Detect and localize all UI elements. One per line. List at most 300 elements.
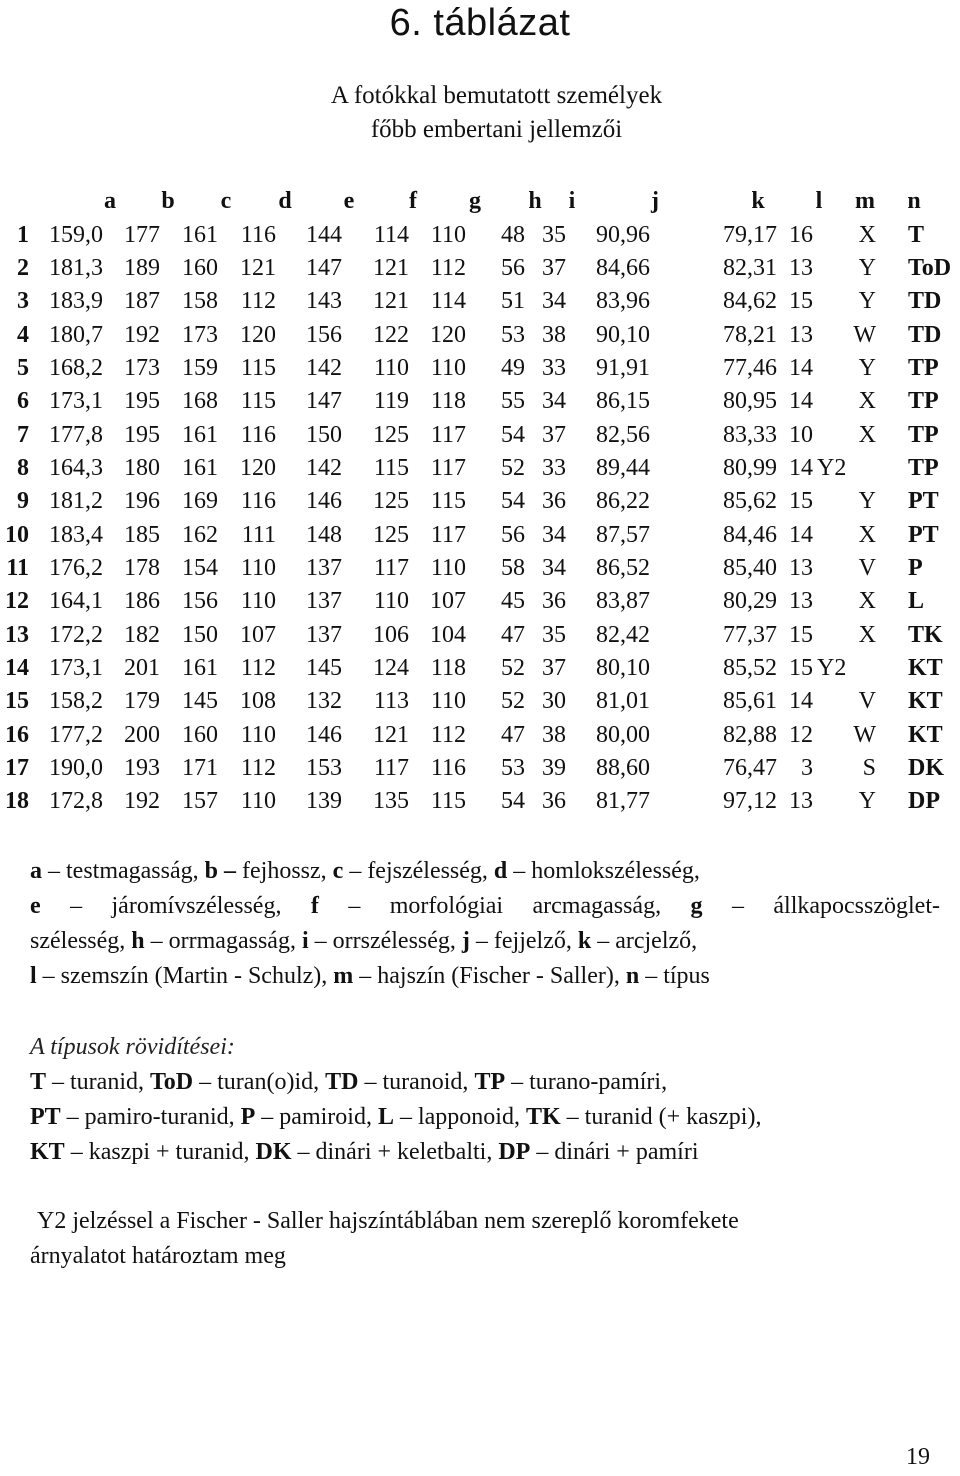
table-cell: 13 [789, 322, 813, 348]
table-cell: 189 [124, 255, 160, 281]
table-cell: 143 [306, 288, 342, 314]
row-number: 14 [5, 655, 29, 681]
table-cell: 173,1 [49, 388, 103, 414]
table-cell: S [862, 755, 876, 781]
table-cell: 195 [124, 422, 160, 448]
type-cell: KT [908, 688, 943, 714]
type-cell: PT [908, 488, 939, 514]
abbrev-text: – típus [639, 963, 710, 989]
table-cell: 110 [240, 788, 276, 814]
column-header-k: k [751, 188, 765, 214]
abbrev-text: – szemszín (Martin - Schulz), [36, 963, 334, 989]
table-subtitle-line-2: főbb embertani jellemzői [370, 116, 623, 143]
table-cell: 52 [501, 655, 525, 681]
table-cell: 145 [306, 655, 342, 681]
table-cell: Y [858, 355, 876, 381]
table-cell: 147 [306, 388, 342, 414]
table-cell: 181,3 [49, 255, 103, 281]
table-cell: 35 [542, 222, 566, 248]
table-cell: 160 [182, 255, 218, 281]
abbrev-text: – arcjelző, [591, 928, 698, 954]
note-line-2: árnyalatot határoztam meg [30, 1243, 286, 1269]
abbrev-key: k [577, 928, 592, 954]
table-cell: 137 [306, 555, 342, 581]
abbrev-text: – turanid (+ kaszpi), [560, 1104, 762, 1130]
table-cell: 13 [789, 255, 813, 281]
table-cell: 58 [501, 555, 525, 581]
table-cell: 116 [240, 422, 276, 448]
table-cell: X [858, 622, 876, 648]
abbrev-key: m [333, 963, 354, 989]
abbrev-key: KT [30, 1139, 65, 1165]
table-cell: 112 [240, 288, 276, 314]
abbrev-text: – járomívszélesség, [40, 893, 311, 919]
row-number: 7 [17, 422, 29, 448]
table-cell: 86,52 [596, 555, 650, 581]
table-cell: 117 [430, 455, 466, 481]
column-header-f: f [409, 188, 417, 214]
column-header-l: l [815, 188, 823, 214]
table-row [0, 786, 960, 819]
y2-note [30, 1204, 940, 1274]
table-cell: 173,1 [49, 655, 103, 681]
table-cell: 135 [373, 788, 409, 814]
table-cell: 45 [501, 588, 525, 614]
type-cell: DK [908, 755, 944, 781]
table-cell: 164,3 [49, 455, 103, 481]
row-number: 18 [5, 788, 29, 814]
table-cell: 110 [430, 222, 466, 248]
table-cell: 156 [306, 322, 342, 348]
table-cell: 55 [501, 388, 525, 414]
table-row [0, 286, 960, 319]
table-cell: 39 [542, 755, 566, 781]
table-cell: 52 [501, 455, 525, 481]
abbrev-text: – dinári + pamíri [530, 1139, 699, 1165]
type-cell: ToD [908, 255, 952, 281]
table-cell: X [858, 522, 876, 548]
table-cell: 144 [306, 222, 342, 248]
table-cell: 150 [182, 622, 218, 648]
type-cell: KT [908, 722, 943, 748]
table-cell: 56 [501, 522, 525, 548]
table-cell: 183,4 [49, 522, 103, 548]
table-cell: 34 [542, 555, 566, 581]
table-row [0, 353, 960, 386]
table-cell: 53 [501, 755, 525, 781]
table-cell: 85,61 [723, 688, 777, 714]
abbrev-text: – állkapocsszöglet- [702, 893, 940, 919]
table-cell: 176,2 [49, 555, 103, 581]
abbrev-text: – fejszélesség, [343, 858, 494, 884]
row-number: 15 [5, 688, 29, 714]
note-line-1: Y2 jelzéssel a Fischer - Saller hajszíntáblában nem szereplő koromfekete [37, 1208, 739, 1234]
table-cell: 157 [182, 788, 218, 814]
table-cell: 161 [182, 655, 218, 681]
table-row [0, 653, 960, 686]
legend-line-3 [30, 924, 940, 959]
table-cell: 36 [542, 488, 566, 514]
row-number: 8 [17, 455, 29, 481]
table-cell: 169 [182, 488, 218, 514]
column-header-g: g [469, 188, 481, 214]
row-number: 16 [5, 722, 29, 748]
table-cell: 120 [240, 455, 276, 481]
table-cell: 53 [501, 322, 525, 348]
table-row [0, 520, 960, 553]
abbrev-key: a [30, 858, 42, 884]
table-cell: 84,62 [723, 288, 777, 314]
type-abbreviations [30, 1030, 940, 1170]
table-cell: 110 [373, 355, 409, 381]
table-cell: 161 [182, 455, 218, 481]
table-cell: 83,87 [596, 588, 650, 614]
table-cell: 104 [430, 622, 466, 648]
abbrev-text: – homlokszélesség, [507, 858, 700, 884]
table-cell: 38 [542, 322, 566, 348]
table-cell: 80,10 [596, 655, 650, 681]
table-cell: 177,8 [49, 422, 103, 448]
abbrev-text: – lapponoid, [393, 1104, 526, 1130]
abbrev-key: DK [255, 1139, 292, 1165]
table-cell: 85,52 [723, 655, 777, 681]
table-cell: 91,91 [596, 355, 650, 381]
column-header-d: d [278, 188, 292, 214]
table-cell: 117 [373, 555, 409, 581]
table-cell: 171 [182, 755, 218, 781]
table-cell: 78,21 [723, 322, 777, 348]
table-cell: 142 [306, 455, 342, 481]
table-cell: 190,0 [49, 755, 103, 781]
column-header-e: e [343, 188, 355, 214]
table-cell: 115 [240, 388, 276, 414]
table-cell: 161 [182, 422, 218, 448]
table-subtitle-line-1: A fotókkal bemutatott személyek [330, 82, 663, 109]
table-cell: 181,2 [49, 488, 103, 514]
abbrev-key: TD [325, 1069, 359, 1095]
abbrev-text: – dinári + keletbalti, [291, 1139, 499, 1165]
table-header-row [0, 186, 960, 219]
legend-line-2 [30, 889, 940, 924]
abbrev-text: – turan(o)id, [193, 1069, 326, 1095]
abbrev-key: d [493, 858, 508, 884]
table-cell: 147 [306, 255, 342, 281]
table-cell: 115 [373, 455, 409, 481]
table-cell: 13 [789, 788, 813, 814]
type-cell: KT [908, 655, 943, 681]
table-cell: 16 [789, 222, 813, 248]
table-cell: 81,77 [596, 788, 650, 814]
legend-line-1 [30, 854, 940, 889]
row-number: 3 [17, 288, 29, 314]
abbrev-text: – orrmagasság, [144, 928, 302, 954]
column-legend [30, 854, 940, 994]
row-number: 1 [17, 222, 29, 248]
table-cell: 137 [306, 622, 342, 648]
abbrev-key: T [30, 1069, 47, 1095]
table-cell: 14 [789, 388, 813, 414]
table-cell: 146 [306, 488, 342, 514]
table-cell: Y2 [817, 455, 847, 481]
table-cell: 15 [789, 488, 813, 514]
abbrev-key: TK [525, 1104, 561, 1130]
table-cell: 179 [124, 688, 160, 714]
table-cell: 86,15 [596, 388, 650, 414]
table-cell: 116 [240, 488, 276, 514]
table-cell: 180 [124, 455, 160, 481]
table-cell: 90,96 [596, 222, 650, 248]
table-cell: 132 [306, 688, 342, 714]
table-cell: 182 [124, 622, 160, 648]
types-line-2 [30, 1100, 940, 1135]
table-cell: 79,17 [723, 222, 777, 248]
table-cell: 111 [241, 522, 276, 548]
table-cell: 47 [501, 722, 525, 748]
table-cell: Y [858, 255, 876, 281]
anthropometric-table [0, 186, 960, 820]
table-cell: 173 [124, 355, 160, 381]
table-cell: 120 [240, 322, 276, 348]
abbrev-text: – hajszín (Fischer - Saller), [353, 963, 626, 989]
table-cell: 180,7 [49, 322, 103, 348]
table-cell: 47 [501, 622, 525, 648]
table-cell: 80,95 [723, 388, 777, 414]
table-cell: 117 [373, 755, 409, 781]
table-cell: V [858, 555, 876, 581]
row-number: 10 [5, 522, 29, 548]
table-cell: 121 [373, 722, 409, 748]
abbrev-key: P [240, 1104, 256, 1130]
table-cell: 139 [306, 788, 342, 814]
table-cell: 14 [789, 522, 813, 548]
type-cell: TD [908, 322, 942, 348]
table-cell: 110 [430, 555, 466, 581]
table-cell: 125 [373, 522, 409, 548]
column-header-h: h [528, 188, 542, 214]
table-row [0, 420, 960, 453]
row-number: 13 [5, 622, 29, 648]
table-cell: 76,47 [723, 755, 777, 781]
table-cell: 161 [182, 222, 218, 248]
abbrev-key: ToD [150, 1069, 194, 1095]
table-cell: 13 [789, 555, 813, 581]
table-cell: X [858, 388, 876, 414]
column-header-m: m [855, 188, 875, 214]
type-abbreviations-heading: A típusok rövidítései: [30, 1034, 235, 1060]
table-cell: 177 [124, 222, 160, 248]
table-cell: 116 [430, 755, 466, 781]
table-cell: 85,62 [723, 488, 777, 514]
table-cell: 156 [182, 588, 218, 614]
table-cell: 158,2 [49, 688, 103, 714]
abbrev-key: e [30, 893, 41, 919]
table-cell: 153 [306, 755, 342, 781]
table-cell: 14 [789, 455, 813, 481]
table-cell: 34 [542, 388, 566, 414]
table-cell: 110 [430, 688, 466, 714]
table-cell: 117 [430, 422, 466, 448]
table-cell: 15 [789, 622, 813, 648]
table-cell: 77,46 [723, 355, 777, 381]
table-cell: 142 [306, 355, 342, 381]
table-cell: 192 [124, 322, 160, 348]
table-cell: 110 [430, 355, 466, 381]
table-cell: 82,56 [596, 422, 650, 448]
table-cell: 192 [124, 788, 160, 814]
table-cell: X [858, 588, 876, 614]
row-number: 5 [17, 355, 29, 381]
abbrev-text: – pamiroid, [255, 1104, 378, 1130]
table-cell: 164,1 [49, 588, 103, 614]
table-cell: 107 [240, 622, 276, 648]
table-cell: 84,46 [723, 522, 777, 548]
abbrev-text: szélesség, [30, 928, 132, 954]
table-cell: 83,33 [723, 422, 777, 448]
table-cell: 81,01 [596, 688, 650, 714]
table-cell: 148 [306, 522, 342, 548]
abbrev-text: – turano-pamíri, [505, 1069, 668, 1095]
table-cell: 36 [542, 588, 566, 614]
table-cell: 97,12 [723, 788, 777, 814]
table-cell: 12 [789, 722, 813, 748]
table-cell: 158 [182, 288, 218, 314]
type-cell: TP [908, 355, 939, 381]
table-row [0, 753, 960, 786]
table-cell: 48 [501, 222, 525, 248]
type-cell: TP [908, 455, 939, 481]
type-cell: L [908, 588, 925, 614]
abbrev-key: g [690, 893, 703, 919]
table-cell: 119 [373, 388, 409, 414]
table-cell: 51 [501, 288, 525, 314]
table-cell: 110 [373, 588, 409, 614]
row-number: 11 [6, 555, 29, 581]
table-cell: X [858, 222, 876, 248]
table-cell: 85,40 [723, 555, 777, 581]
table-cell: V [858, 688, 876, 714]
table-cell: 54 [501, 422, 525, 448]
table-cell: 80,00 [596, 722, 650, 748]
table-cell: 33 [542, 455, 566, 481]
table-cell: 54 [501, 788, 525, 814]
abbrev-key: i [301, 928, 309, 954]
column-header-n: n [907, 188, 921, 214]
abbrev-text: fejhossz, [236, 858, 333, 884]
table-cell: 160 [182, 722, 218, 748]
table-row [0, 620, 960, 653]
table-cell: 15 [789, 655, 813, 681]
table-cell: 168,2 [49, 355, 103, 381]
column-header-c: c [220, 188, 232, 214]
type-cell: TP [908, 388, 939, 414]
abbrev-text: – turanid, [46, 1069, 150, 1095]
table-cell: 89,44 [596, 455, 650, 481]
abbrev-key: DP [498, 1139, 531, 1165]
table-cell: 56 [501, 255, 525, 281]
table-cell: 108 [240, 688, 276, 714]
abbrev-key: j [461, 928, 470, 954]
row-number: 4 [17, 322, 29, 348]
table-row [0, 553, 960, 586]
table-cell: Y [858, 288, 876, 314]
table-cell: 178 [124, 555, 160, 581]
table-cell: 122 [373, 322, 409, 348]
table-cell: 90,10 [596, 322, 650, 348]
row-number: 12 [5, 588, 29, 614]
table-cell: 186 [124, 588, 160, 614]
table-cell: 10 [789, 422, 813, 448]
table-cell: 110 [240, 555, 276, 581]
table-cell: 183,9 [49, 288, 103, 314]
table-cell: 113 [373, 688, 409, 714]
table-cell: Y [858, 488, 876, 514]
table-cell: 185 [124, 522, 160, 548]
table-row [0, 586, 960, 619]
table-cell: W [853, 322, 876, 348]
column-header-b: b [161, 188, 175, 214]
type-cell: TD [908, 288, 942, 314]
types-line-1 [30, 1065, 940, 1100]
table-cell: 15 [789, 288, 813, 314]
table-cell: 77,37 [723, 622, 777, 648]
table-cell: 115 [430, 788, 466, 814]
table-cell: 14 [789, 355, 813, 381]
table-cell: 84,66 [596, 255, 650, 281]
table-cell: X [858, 422, 876, 448]
table-cell: 38 [542, 722, 566, 748]
type-cell: TK [908, 622, 943, 648]
table-cell: 115 [240, 355, 276, 381]
table-cell: 83,96 [596, 288, 650, 314]
abbrev-key: n [625, 963, 640, 989]
table-cell: 34 [542, 288, 566, 314]
row-number: 9 [17, 488, 29, 514]
page-number: 19 [906, 1444, 930, 1470]
table-row [0, 220, 960, 253]
abbrev-key: c [332, 858, 344, 884]
abbrev-key: h [131, 928, 145, 954]
table-cell: 200 [124, 722, 160, 748]
table-cell: 193 [124, 755, 160, 781]
table-cell: 145 [182, 688, 218, 714]
table-cell: 150 [306, 422, 342, 448]
table-cell: 80,99 [723, 455, 777, 481]
table-cell: W [853, 722, 876, 748]
abbrev-text: – morfológiai arcmagasság, [318, 893, 691, 919]
type-cell: TP [908, 422, 939, 448]
table-cell: 118 [430, 388, 466, 414]
table-cell: 34 [542, 522, 566, 548]
table-cell: 112 [240, 655, 276, 681]
table-cell: 124 [373, 655, 409, 681]
table-cell: 37 [542, 422, 566, 448]
table-cell: 137 [306, 588, 342, 614]
abbrev-key: b – [204, 858, 236, 884]
abbrev-key: L [377, 1104, 394, 1130]
table-row [0, 453, 960, 486]
table-row [0, 686, 960, 719]
table-cell: 13 [789, 588, 813, 614]
table-row [0, 720, 960, 753]
type-cell: DP [908, 788, 940, 814]
abbrev-text: – testmagasság, [42, 858, 205, 884]
table-cell: 33 [542, 355, 566, 381]
table-cell: 118 [430, 655, 466, 681]
legend-line-4 [30, 959, 940, 994]
table-cell: 88,60 [596, 755, 650, 781]
row-number: 17 [5, 755, 29, 781]
table-cell: 196 [124, 488, 160, 514]
